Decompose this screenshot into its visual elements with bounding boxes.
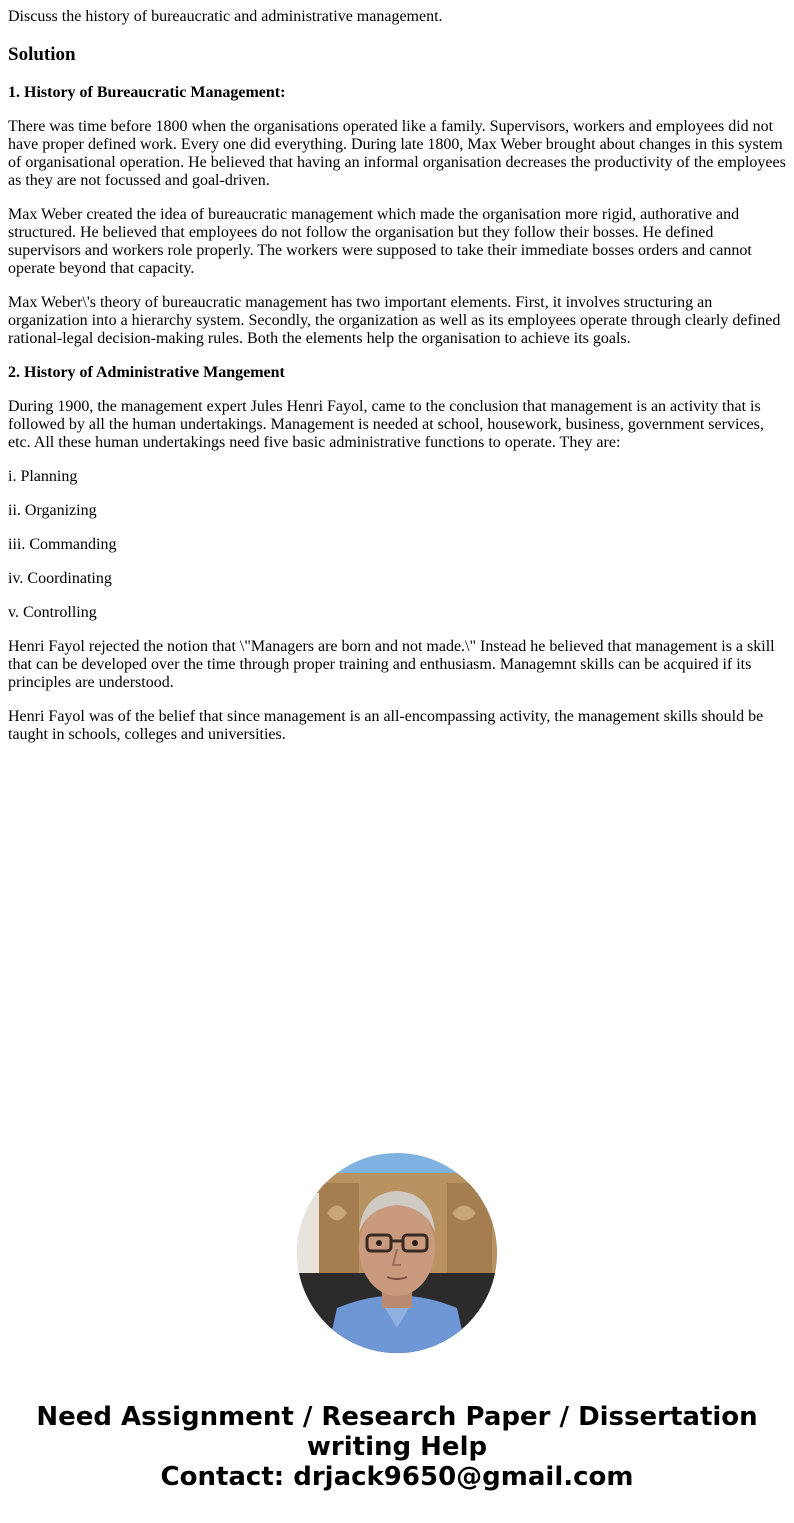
- paragraph: Henri Fayol was of the belief that since management is an all-encompassing activity, the management skills should be taught in schools, colleges and universities.: [8, 708, 764, 743]
- promo-line-2: writing Help: [306, 1432, 488, 1462]
- avatar-portrait: [297, 1153, 497, 1353]
- promo-line-1: Need Assignment / Research Paper / Dissertation: [36, 1402, 758, 1432]
- question-text: Discuss the history of bureaucratic and administrative management.: [8, 8, 443, 25]
- paragraph: Max Weber created the idea of bureaucratic management which made the organisation more rigid, authorative and structured. He believed that employees do not follow the organisation but they follow their bosses. He defined supervisors and workers role properly. The workers were supposed to take their immediate bosses orders and cannot operate beyond that capacity.: [8, 206, 752, 277]
- promo-contact: Contact: drjack9650@gmail.com: [160, 1462, 634, 1492]
- list-item-coordinating: iv. Coordinating: [8, 570, 112, 587]
- list-item-organizing: ii. Organizing: [8, 502, 97, 519]
- paragraph: There was time before 1800 when the organisations operated like a family. Supervisors, workers and employees did not have proper defined work. Every one did everything. During late 1800, Max Weber brought about changes in this system of organisational operation. He believed that having an informal organisation decreases the productivity of the employees as they are not focussed and goal-driven.: [8, 118, 786, 189]
- author-avatar: [297, 1153, 497, 1353]
- paragraph: Max Weber\'s theory of bureaucratic management has two important elements. First, it involves structuring an organization into a hierarchy system. Secondly, the organization as well as its employees operate through clearly defined rational-legal decision-making rules. Both the elements help the organisation to achieve its goals.: [8, 294, 781, 347]
- section-heading-bureaucratic: 1. History of Bureaucratic Management:: [8, 84, 286, 101]
- document-body: [8, 8, 786, 760]
- paragraph: During 1900, the management expert Jules Henri Fayol, came to the conclusion that management is an activity that is followed by all the human undertakings. Management is needed at school, housework, business, government services, etc. All these human undertakings need five basic administrative functions to operate. They are:: [8, 398, 764, 451]
- paragraph: Henri Fayol rejected the notion that \"Managers are born and not made.\" Instead he believed that management is a skill that can be developed over the time through proper training and enthusiasm. Managemnt skills can be acquired if its principles are understood.: [8, 638, 775, 691]
- list-item-commanding: iii. Commanding: [8, 536, 117, 553]
- section-heading-administrative: 2. History of Administrative Mangement: [8, 364, 285, 381]
- list-item-planning: i. Planning: [8, 468, 78, 485]
- list-item-controlling: v. Controlling: [8, 604, 97, 621]
- solution-heading: Solution: [8, 44, 76, 65]
- promo-banner: [0, 1402, 794, 1492]
